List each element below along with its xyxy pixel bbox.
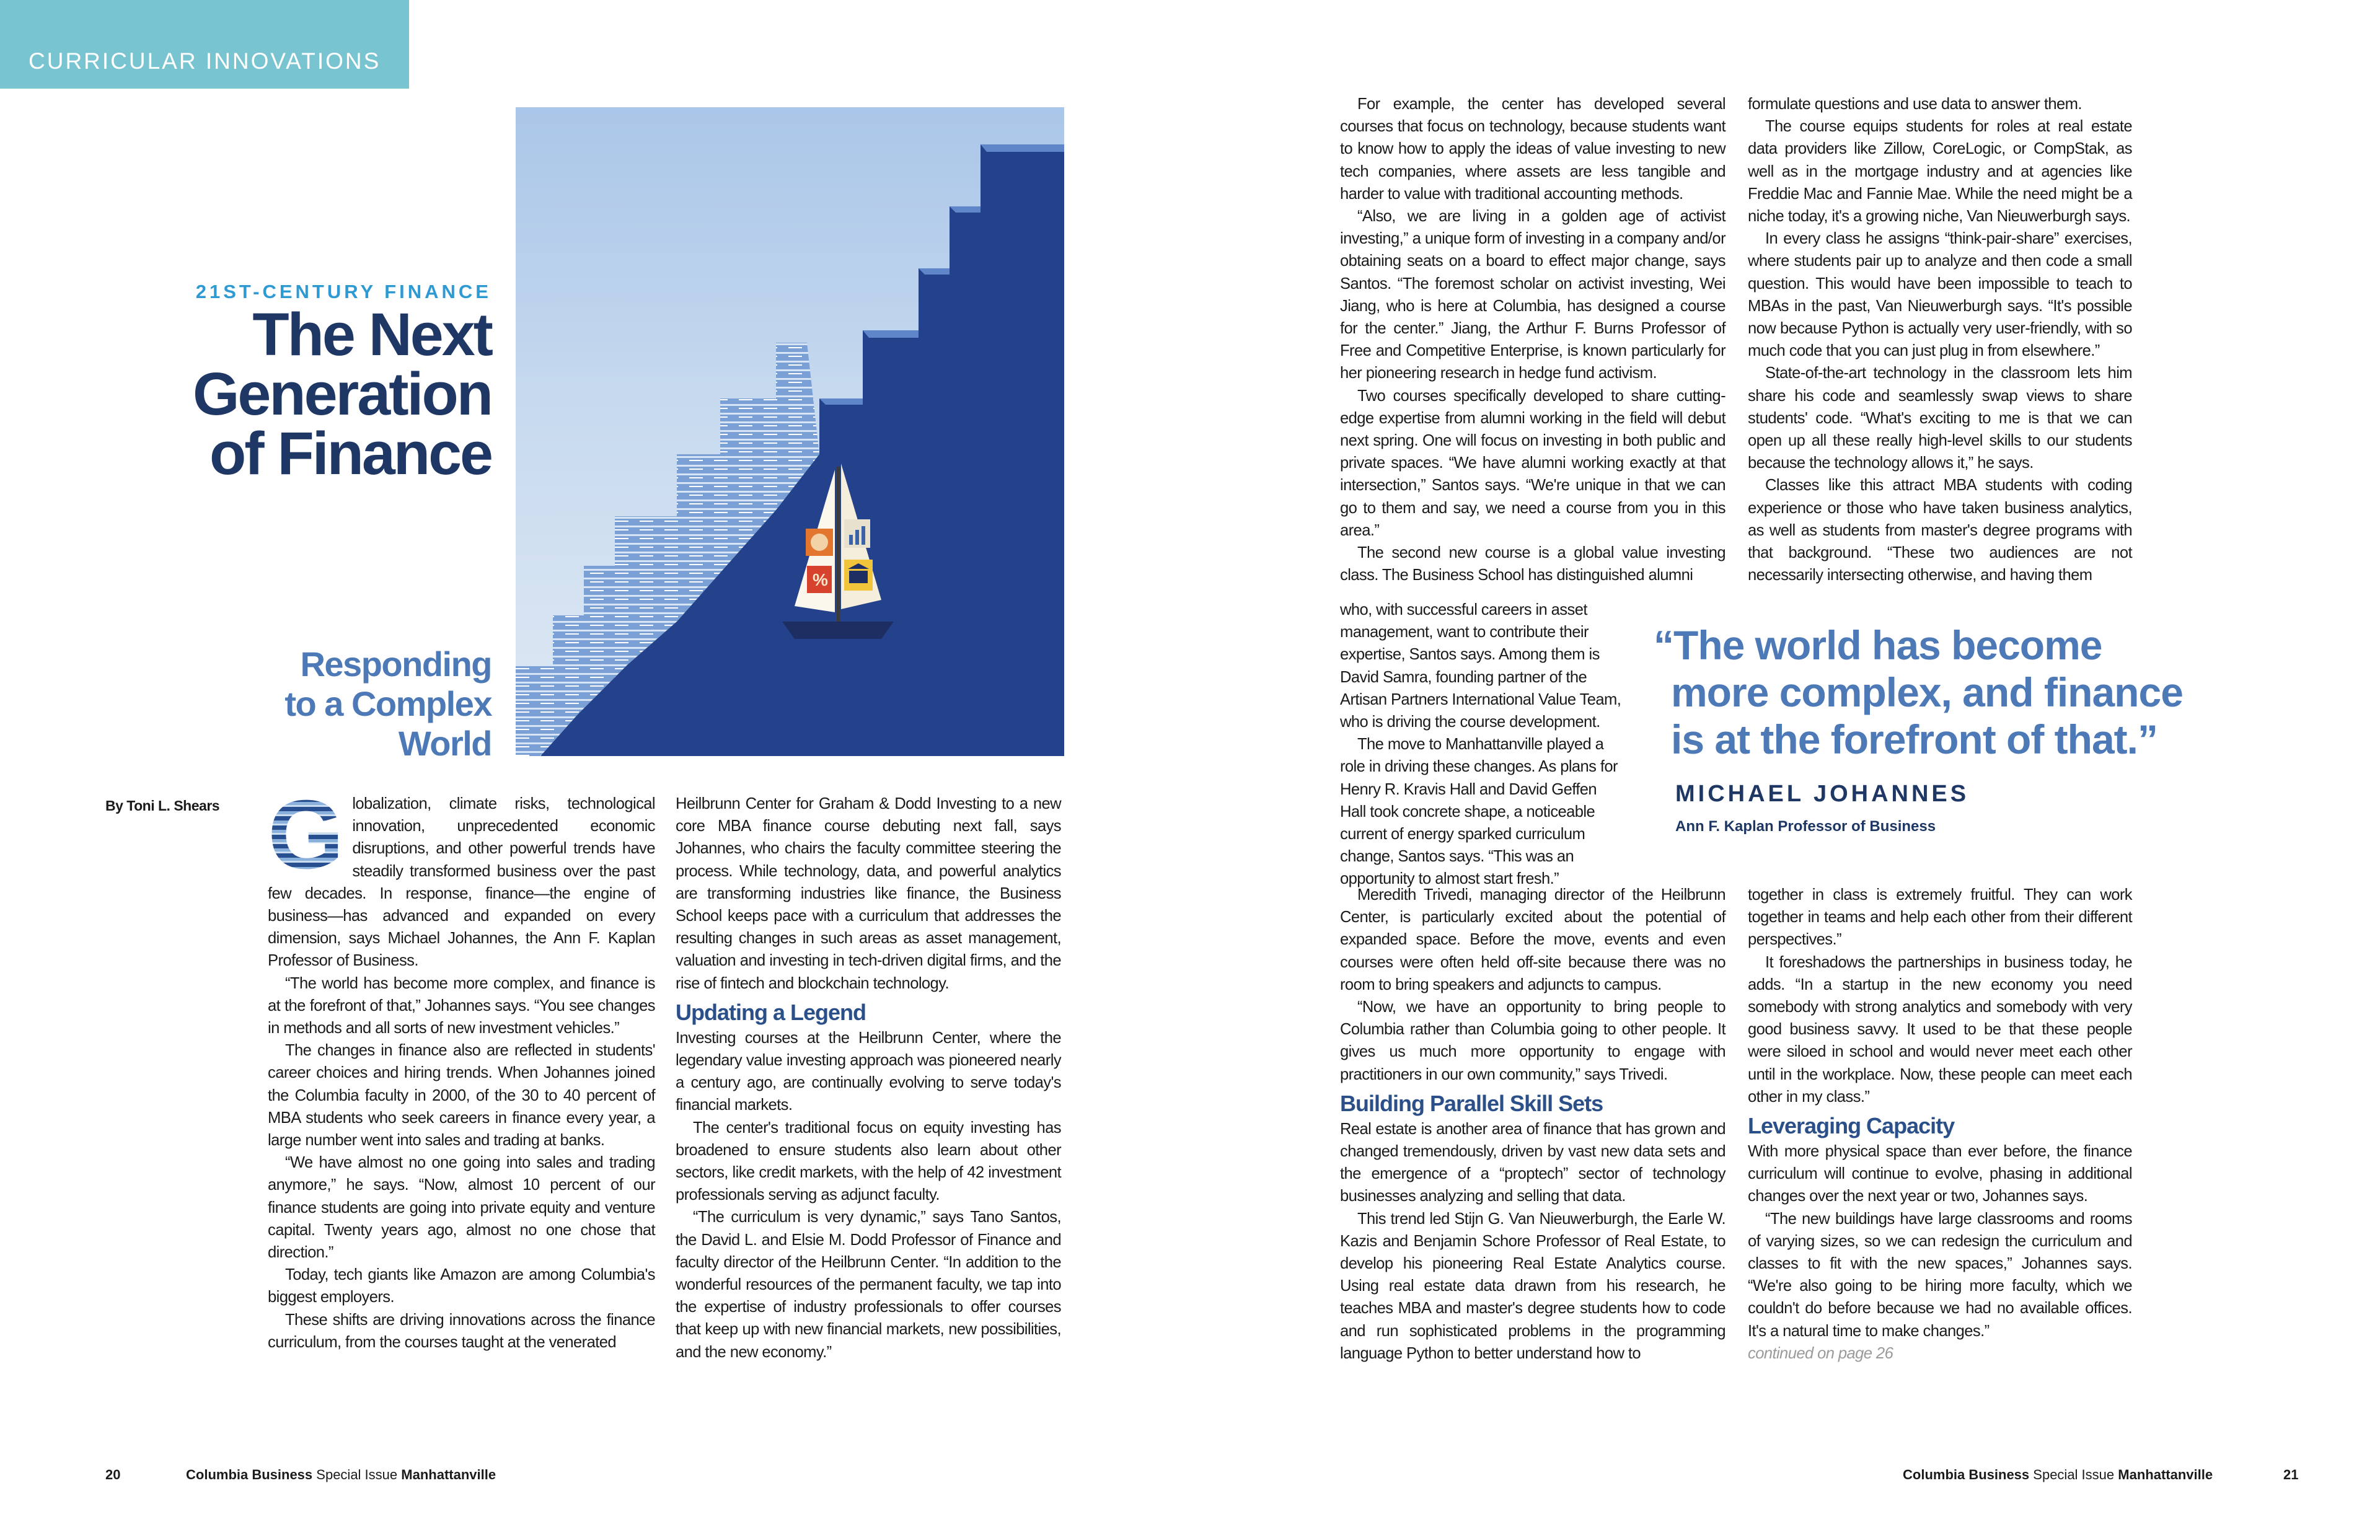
paragraph: With more physical space than ever before, the finance curriculum will continue to evolve, phasing in additional changes over the next year or two, Johannes says.: [1748, 1143, 2132, 1205]
pub-issue: Special Issue: [316, 1467, 398, 1482]
pull-quote-line: is at the forefront of that.”: [1671, 716, 2157, 762]
paragraph: State-of-the-art technology in the classroom lets him share his code and seamlessly swap views to share students' code. “What's exciting to me is that we can open up all these really high-level skills to our students because the technology allows it,” he says.: [1748, 364, 2132, 472]
article-column-3-narrow: [1340, 599, 1625, 891]
paragraph: “We have almost no one going into sales and trading anymore,” he says. “Now, almost 10 percent of our finance students are going into private equity and venture capital. Twenty years ago, almost no one chose that direction.”: [268, 1154, 655, 1262]
paragraph: These shifts are driving innovations across the finance curriculum, from the courses taught at the venerated: [268, 1311, 655, 1351]
article-column-2: [676, 793, 1061, 1363]
paragraph: The center's traditional focus on equity investing has broadened to ensure students also learn about other sectors, like credit markets, with the help of 42 investment professionals serving as adjunct faculty.: [676, 1119, 1061, 1204]
article-column-4-bottom: [1748, 884, 2132, 1365]
article-column-3: [1340, 93, 1726, 586]
paragraph: who, with successful careers in asset management, want to contribute their expertise, Santos says. Among them is David Samra, founding partner of the Artisan Partners International Value Team, who is driving the course development.: [1340, 601, 1621, 731]
paragraph: “The curriculum is very dynamic,” says Tano Santos, the David L. and Elsie M. Dodd Professor of Finance and faculty director of the Heilbrunn Center. “In addition to the wonderful resources of the permanent faculty, we tap into the expertise of industry professionals to offer courses that keep up with new financial markets, new possibilities, and the new economy.”: [676, 1208, 1061, 1361]
paragraph: “The world has become more complex, and finance is at the forefront of that,” Johannes says. “You see changes in methods and all sorts of new investment vehicles.”: [268, 974, 655, 1037]
article-column-1: [268, 780, 655, 1353]
continued-note: continued on page 26: [1748, 1344, 1893, 1362]
pub-name: Columbia Business: [186, 1467, 313, 1482]
pub-edition: Manhattanville: [2118, 1467, 2213, 1482]
section-heading: Updating a Legend: [676, 999, 866, 1025]
page-number-right: 21: [2283, 1467, 2299, 1482]
paragraph: This trend led Stijn G. Van Nieuwerburgh, the Earle W. Kazis and Benjamin Schore Professor of Real Estate, to develop his pioneering Real Estate Analytics course. Using real estate data drawn from his research, he teaches MBA and master's degree students how to code and run sophisticated problems in the programming language Python to better understand how to: [1340, 1210, 1726, 1362]
paragraph: It foreshadows the partnerships in business today, he adds. “In a startup in the new economy you need somebody with strong analytics and somebody with very good business savvy. It used to be that these people were siloed in school and would never meet each other until in the workplace. Now, these people can meet each other in my class.”: [1748, 953, 2132, 1106]
title-line: Generation: [192, 360, 491, 428]
article-column-3-bottom: [1340, 884, 1726, 1365]
paragraph: “Also, we are living in a golden age of activist investing,” a unique form of investing in a company and/or obtaining seats on a board to effect major change, says Santos. “The foremost scholar on activist investing, Wei Jiang, who is here at Columbia, has designed a course for the center.” Jiang, the Arthur F. Burns Professor of Free and Competitive Enterprise, is known particularly for her pioneering research in hedge fund activism.: [1340, 208, 1726, 382]
paragraph: Today, tech giants like Amazon are among Columbia's biggest employers.: [268, 1266, 655, 1306]
paragraph: In every class he assigns “think-pair-share” exercises, where students pair up to analyze and then code a small question. This would have been impossible to teach to MBAs in the past, Van Nieuwerburgh says. “It's possible now because Python is actually very user-friendly, with so much code that you can just plug in from elsewhere.”: [1748, 230, 2132, 360]
illustration: [516, 107, 1064, 756]
subtitle-line: World: [398, 724, 491, 763]
pull-quote-line: more complex, and finance: [1671, 669, 2183, 715]
pub-issue: Special Issue: [2033, 1467, 2115, 1482]
kicker: 21ST-CENTURY FINANCE: [195, 281, 491, 302]
pull-quote: [1654, 622, 2211, 763]
subtitle-line: to a Complex: [284, 684, 491, 723]
paragraph: The course equips students for roles at real estate data providers like Zillow, CoreLogic, or CompStak, as well as in the mortgage industry and at agencies like Freddie Mac and Fannie Mae. While the need might be a niche today, it's a growing niche, Van Nieuwerburgh says.: [1748, 118, 2132, 226]
paragraph: “Now, we have an opportunity to bring people to Columbia rather than Columbia going to other people. It gives us much more opportunity to engage with practitioners in our own community,” says Trivedi.: [1340, 998, 1726, 1083]
paragraph: “The new buildings have large classrooms and rooms of varying sizes, so we can redesign the curriculum and classes to fit with the new spaces,” Johannes says. “We're also going to be hiring more faculty, which we couldn't do before because we had no available offices. It's a natural time to make changes.”: [1748, 1210, 2132, 1340]
svg-text:%: %: [813, 570, 828, 589]
page-number-left: 20: [105, 1467, 121, 1482]
paragraph: Investing courses at the Heilbrunn Center, where the legendary value investing approach was pioneered nearly a century ago, are continually evolving to serve today's financial markets.: [676, 1029, 1061, 1114]
drop-cap: G: [268, 780, 344, 889]
publication-footer-right: [1903, 1467, 2213, 1483]
section-tab: [0, 0, 409, 89]
byline: By Toni L. Shears: [105, 798, 220, 814]
paragraph: Classes like this attract MBA students with coding experience or those who have taken business analytics, as well as students from master's degree programs with that background. “These two audiences are not necessarily intersecting otherwise, and having them: [1748, 477, 2132, 584]
paragraph: lobalization, climate risks, technological innovation, unprecedented economic disruptions, and other powerful trends have steadily transformed business over the past few decades. In response, finance—the engine of business—has advanced and expanded on every dimension, says Michael Johannes, the Ann F. Kaplan Professor of Business.: [268, 795, 655, 970]
section-heading: Leveraging Capacity: [1748, 1113, 1955, 1139]
pull-quote-attribution: MICHAEL JOHANNES: [1675, 781, 1970, 807]
article-column-4: [1748, 93, 2132, 586]
paragraph: Two courses specifically developed to share cutting-edge expertise from alumni working in the field will debut next spring. One will focus on investing in both public and private spaces. “We have alumni working exactly at that intersection,” Santos says. “We're unique in that we can go to them and say, we need a course from you in this area.”: [1340, 387, 1726, 539]
title-line: of Finance: [209, 420, 491, 487]
paragraph: The changes in finance also are reflected in students' career choices and hiring trends. When Johannes joined the Columbia faculty in 2000, of the 30 to 40 percent of MBA students who seek careers in finance every year, a large number went into sales and trading at banks.: [268, 1042, 655, 1150]
section-heading: Building Parallel Skill Sets: [1340, 1090, 1603, 1116]
pub-name: Columbia Business: [1903, 1467, 2030, 1482]
paragraph: The move to Manhattanville played a role in driving these changes. As plans for Henry R. Kravis Hall and David Geffen Hall took concrete shape, a noticeable current of energy sparked curriculum change, Santos says. “This was an opportunity to almost start fresh.”: [1340, 736, 1618, 888]
pull-quote-line: “The world has become: [1654, 622, 2102, 668]
boat-hull: [782, 622, 894, 639]
paragraph: together in class is extremely fruitful. They can work together in teams and help each other from their different perspectives.”: [1748, 886, 2132, 949]
paragraph: For example, the center has developed several courses that focus on technology, because students want to know how to apply the ideas of value investing to new tech companies, where assets are less tangible and harder to value with traditional accounting methods.: [1340, 95, 1726, 203]
title-line: The Next: [252, 301, 491, 368]
paragraph: The second new course is a global value investing class. The Business School has distinguished alumni: [1340, 544, 1726, 584]
paragraph: formulate questions and use data to answer them.: [1748, 95, 2082, 113]
subtitle: [169, 645, 491, 763]
pub-edition: Manhattanville: [401, 1467, 496, 1482]
paragraph: Heilbrunn Center for Graham & Dodd Investing to a new core MBA finance course debuting next fall, says Johannes, who chairs the faculty committee steering the process. While technology, data, and powerful analytics are transforming industries like finance, the Business School keeps pace with a curriculum that addresses the resulting changes in such areas as asset management, valuation and investing in tech-driven digital firms, and the rise of fintech and blockchain technology.: [676, 795, 1061, 992]
publication-footer-left: [186, 1467, 496, 1483]
page-title: [120, 301, 491, 487]
paragraph: Meredith Trivedi, managing director of the Heilbrunn Center, is particularly excited about the potential of expanded space. Before the move, events and even courses were often held off-site because there was no room to bring speakers and adjuncts to campus.: [1340, 886, 1726, 993]
section-tab-label: CURRICULAR INNOVATIONS: [29, 48, 381, 74]
subtitle-line: Responding: [300, 645, 491, 684]
paragraph: Real estate is another area of finance that has grown and changed tremendously, driven by vast new data sets and the emergence of a “proptech” sector of technology businesses analyzing and selling that data.: [1340, 1120, 1726, 1205]
pull-quote-role: Ann F. Kaplan Professor of Business: [1675, 818, 1936, 835]
